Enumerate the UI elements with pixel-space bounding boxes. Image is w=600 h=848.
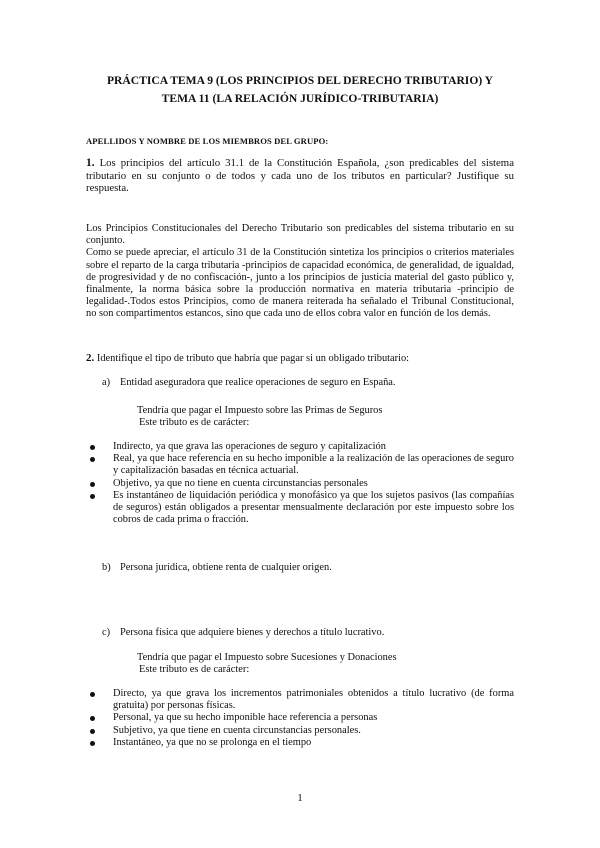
bullet-icon [90,716,95,721]
list-item: Subjetivo, ya que tiene en cuenta circunstancias personales. [86,725,514,737]
item-b-text: Persona jurídica, obtiene renta de cualquier origen. [120,562,332,573]
item-b-marker: b) [102,562,111,573]
list-item: Personal, ya que su hecho imponible hace referencia a personas [86,712,514,724]
bullet-icon [90,457,95,462]
bullet-icon [90,482,95,487]
page-number: 1 [297,792,303,804]
item-b [102,562,514,574]
document-title [60,72,540,107]
item-a-text: Entidad aseguradora que realice operaciones de seguro en España. [120,377,396,388]
answer-1 [86,223,514,321]
list-item: Real, ya que hace referencia en su hecho imponible a la realización de las operaciones de seguro y capitalización basadas en técnica actuarial. [86,453,514,477]
question-2-number: 2. [86,352,95,364]
list-item: Indirecto, ya que grava las operaciones de seguro y capitalización [86,441,514,453]
item-c-text: Persona física que adquiere bienes y derechos a título lucrativo. [120,627,385,638]
item-a-bullet-list [86,441,514,526]
title-line-1: PRÁCTICA TEMA 9 (LOS PRINCIPIOS DEL DERECHO TRIBUTARIO) Y [106,74,494,87]
question-2-text: Identifique el tipo de tributo que habría que pagar si un obligado tributario: [96,353,410,364]
item-c [102,627,514,639]
item-a-marker: a) [102,377,111,388]
answer-1-paragraph-1: Los Principios Constitucionales del Derecho Tributario son predicables del sistema tributario en su conjunto. [86,223,514,247]
bullet-icon [90,729,95,734]
bullet-icon [90,494,95,499]
item-a-tax: Tendría que pagar el Impuesto sobre las Primas de Seguros [137,405,383,416]
item-c-marker: c) [102,627,111,638]
bullet-icon [90,741,95,746]
item-a-character: Este tributo es de carácter: [139,417,250,428]
question-1-text: Los principios del artículo 31.1 de la Constitución Española, ¿son predicables del sistema tributario en su conjunto o de todos y cada uno de los tributos en particular? Justifique su respuesta. [86,157,514,195]
item-a [102,377,514,389]
bullet-icon [90,445,95,450]
item-c-bullet-list [86,688,514,749]
answer-1-paragraph-2: Como se puede apreciar, el artículo 31 de la Constitución sintetiza los principios o criterios materiales sobre el reparto de la carga tributaria -principios de capacidad económica, de generalidad, de igualdad, de progresividad y de no confiscación-, junto a los principios de justicia material del gasto público y, finalmente, la norma básica sobre la producción normativa en materia tributaria -principio de legalidad-.Todos estos Principios, como de manera reiterada ha señalado el Tribunal Constitucional, no son compartimentos estancos, sino que cada uno de ellos cobra valor en función de los demás. [86,247,514,320]
question-1-number: 1. [86,157,95,169]
list-item: Objetivo, ya que no tiene en cuenta circunstancias personales [86,478,514,490]
question-2 [86,352,514,365]
question-1 [86,157,514,195]
item-c-character: Este tributo es de carácter: [139,664,250,675]
list-item: Directo, ya que grava los incrementos patrimoniales obtenidos a título lucrativo (de forma gratuita) por personas físicas. [86,688,514,712]
group-members-heading: APELLIDOS Y NOMBRE DE LOS MIEMBROS DEL GRUPO: [86,136,329,146]
list-item: Instantáneo, ya que no se prolonga en el tiempo [86,737,514,749]
bullet-icon [90,692,95,697]
title-line-2: TEMA 11 (LA RELACIÓN JURÍDICO-TRIBUTARIA) [161,91,439,105]
item-c-tax: Tendría que pagar el Impuesto sobre Sucesiones y Donaciones [137,652,397,663]
list-item: Es instantáneo de liquidación periódica y monofásico ya que los sujetos pasivos (las compañías de seguros) están obligados a presentar mensualmente declaración por este impuesto sobre los cobros de cada prima o fracción. [86,490,514,527]
